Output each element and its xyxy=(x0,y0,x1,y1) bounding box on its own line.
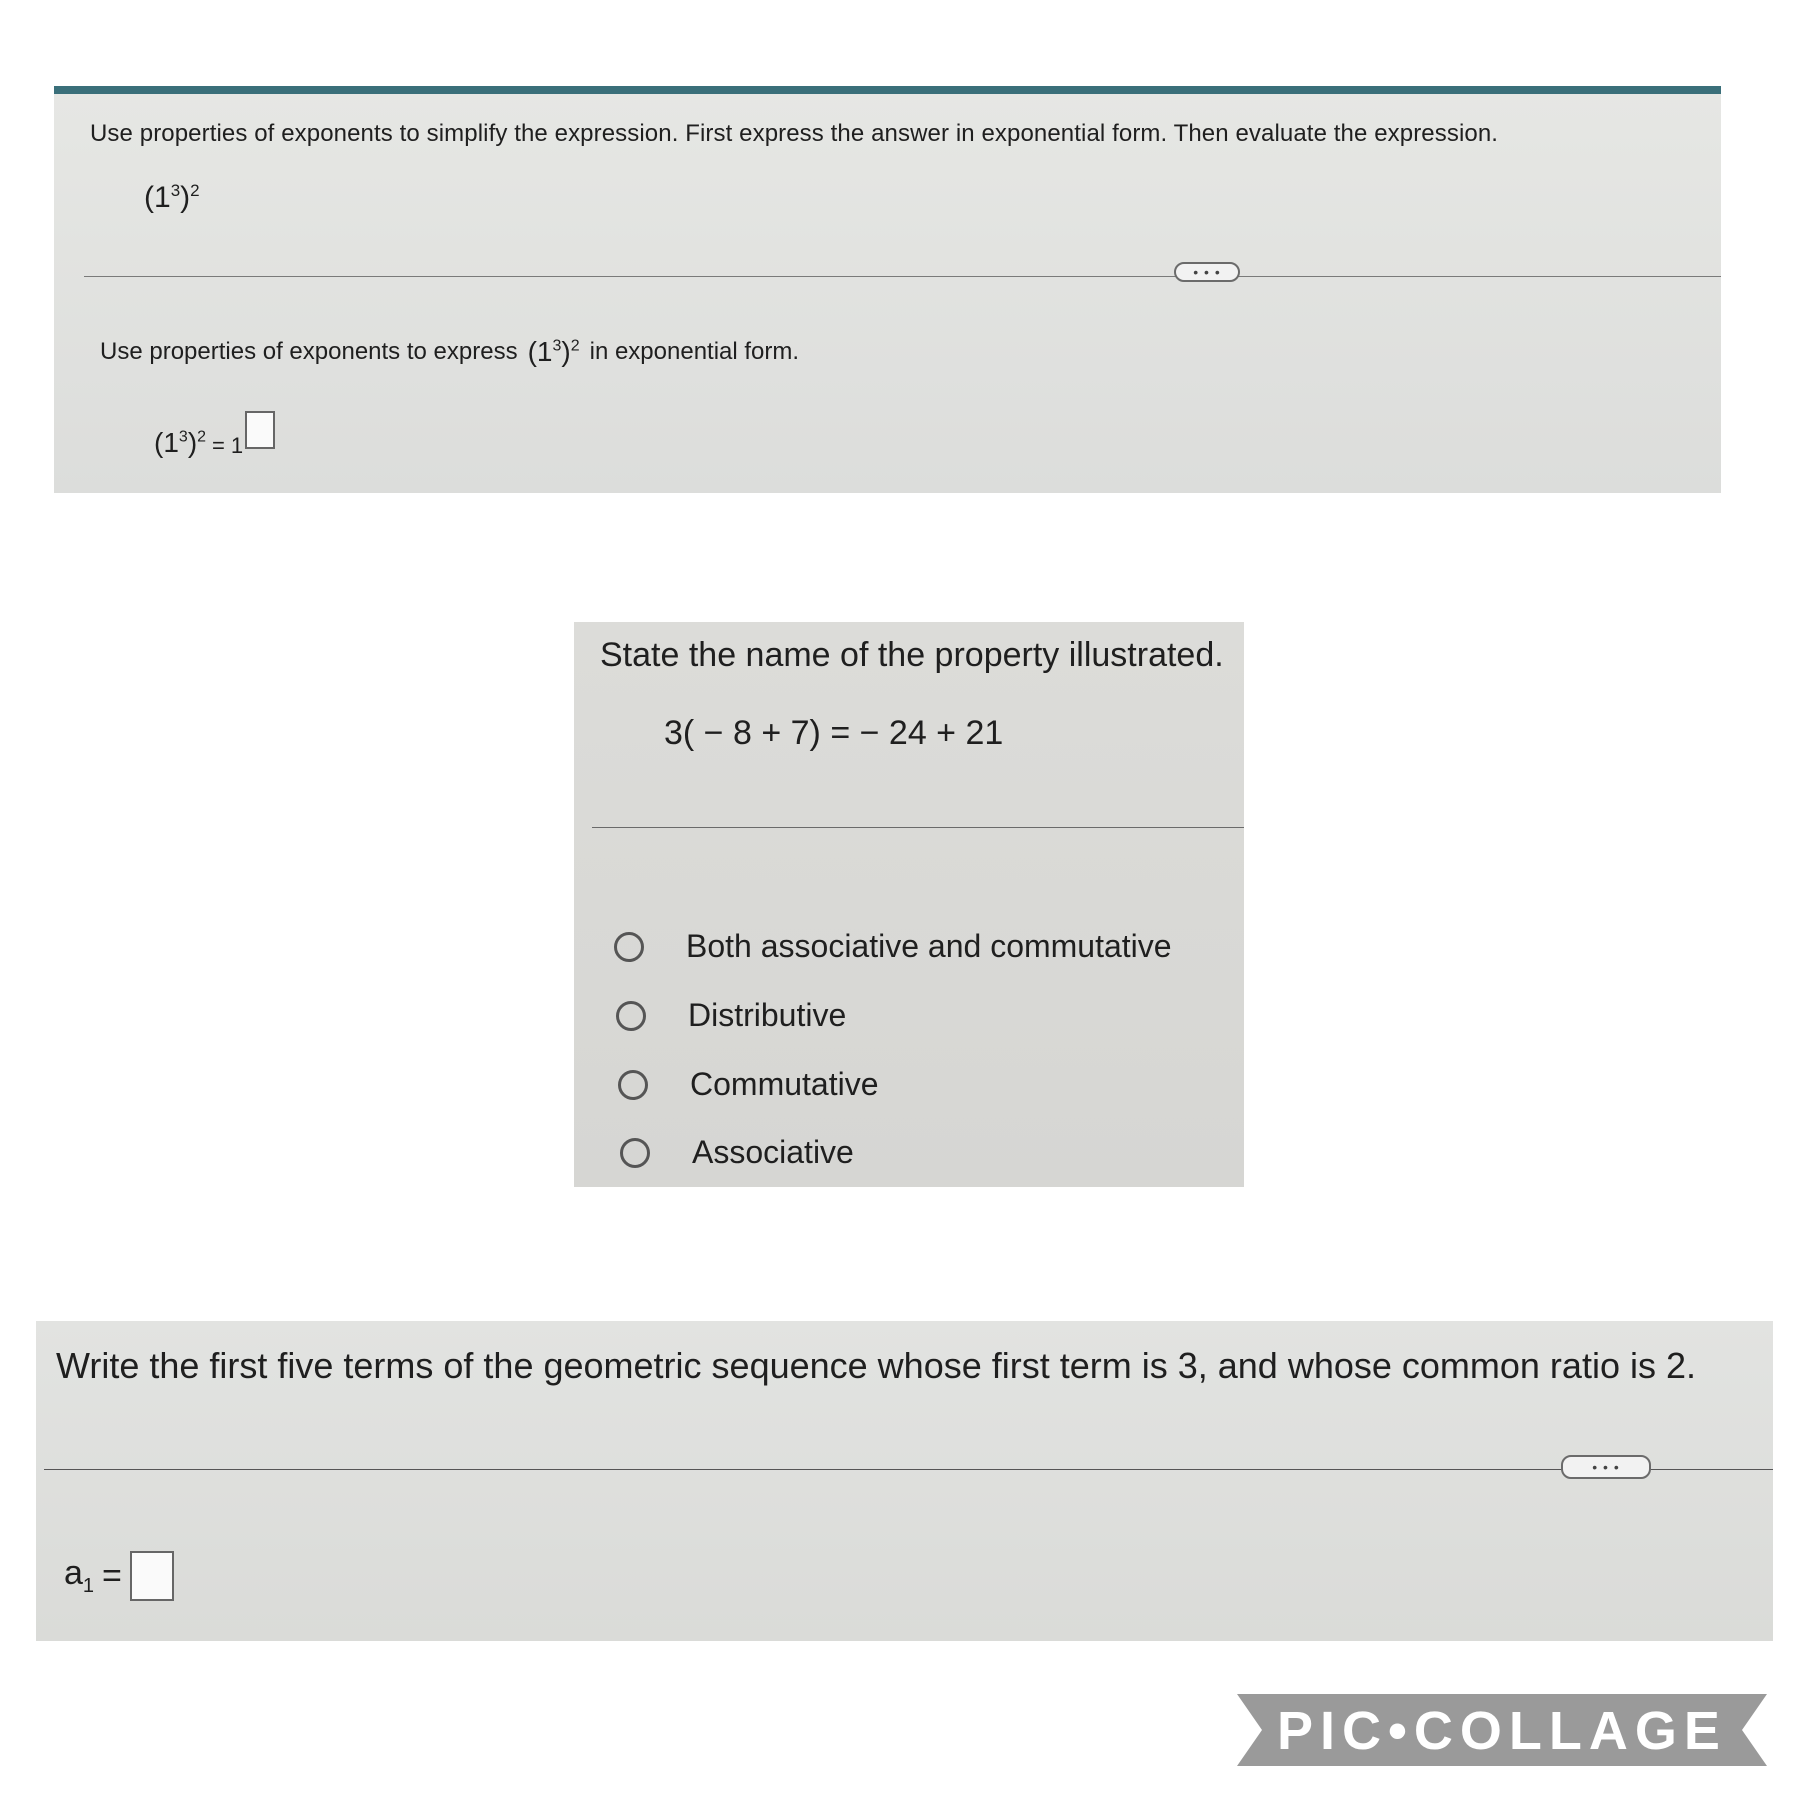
option-associative[interactable]: Associative xyxy=(620,1134,854,1171)
divider xyxy=(84,276,1721,277)
radio-icon[interactable] xyxy=(618,1070,648,1100)
inline-expression: $(1^3)^2$ xyxy=(527,336,580,367)
more-options-button[interactable]: • • • xyxy=(1561,1455,1651,1479)
option-both-associative-commutative[interactable]: Both associative and commutative xyxy=(614,928,1172,965)
sub-prompt-text: Use properties of exponents to express xyxy=(100,338,518,365)
first-term-input[interactable] xyxy=(130,1551,174,1601)
exponent-question-panel xyxy=(54,86,1721,493)
exponent-answer-input[interactable] xyxy=(245,411,275,449)
sub-prompt-suffix: in exponential form. xyxy=(589,338,800,365)
question-text: Write the first five terms of the geometric sequence whose first term is 3, and whose common ratio is 2. xyxy=(56,1345,1696,1386)
term-label: $a_1$ xyxy=(64,1554,95,1597)
radio-icon[interactable] xyxy=(620,1138,650,1168)
radio-icon[interactable] xyxy=(616,1001,646,1031)
property-question-panel xyxy=(574,622,1244,1187)
more-options-button[interactable]: • • • xyxy=(1174,262,1240,282)
first-term-row: $a_1$ = xyxy=(64,1551,174,1601)
pic-collage-watermark xyxy=(1237,1694,1767,1766)
option-commutative[interactable]: Commutative xyxy=(618,1066,879,1103)
sub-prompt xyxy=(100,336,799,368)
given-expression: $(1^3)^2$ xyxy=(144,181,200,214)
watermark-text: PIC•COLLAGE xyxy=(1277,1701,1727,1761)
option-distributive[interactable]: Distributive xyxy=(616,997,846,1034)
question-instruction: Use properties of exponents to simplify the expression. First express the answer in exponential form. Then evaluate the expression. xyxy=(90,120,1499,147)
property-expression: 3( − 8 + 7) = − 24 + 21 xyxy=(664,714,1004,752)
divider xyxy=(592,827,1244,828)
header-accent-bar xyxy=(54,86,1721,94)
geometric-sequence-panel xyxy=(36,1321,1773,1641)
answer-equation: $(1^3)^2$ = 1 xyxy=(154,421,275,459)
radio-icon[interactable] xyxy=(614,932,644,962)
divider xyxy=(44,1469,1773,1470)
question-text: State the name of the property illustrated. xyxy=(600,636,1224,674)
